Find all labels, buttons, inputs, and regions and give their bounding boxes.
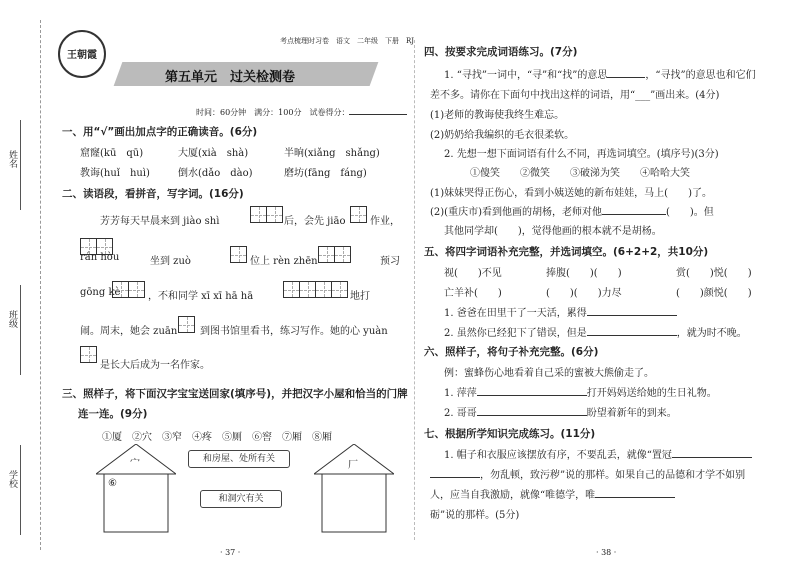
door-plate[interactable]: 和房屋、处所有关 — [188, 450, 290, 468]
house-right-roof: 厂 — [348, 460, 358, 471]
q5-idiom[interactable]: ( )颜悦( ) — [676, 288, 752, 299]
write-grid[interactable] — [283, 281, 348, 298]
q1-item[interactable]: 磨坊(fāng fáng) — [284, 168, 367, 179]
q5-line: ，就为时不晚。 — [676, 328, 747, 339]
q6-example: 例：蜜蜂伤心地看着自己采的蜜被大熊偷走了。 — [444, 368, 654, 379]
q6-title: 六、照样子，将句子补充完整。(6分) — [424, 346, 599, 358]
q5-line: 2. 虽然你已经犯下了错误，但是 — [444, 328, 587, 339]
school-label: 学校 — [7, 470, 17, 488]
info-line — [196, 104, 407, 118]
info-text: 时间：60分钟 满分：100分 试卷得分： — [196, 108, 350, 117]
q6-sentence — [444, 384, 717, 399]
q4-sentence[interactable]: (1)妹妹哭得正伤心，看到小姨送她的新布娃娃，马上( )了。 — [430, 188, 712, 199]
q2-text: 位上 rèn zhēn — [250, 256, 318, 267]
q1-item[interactable]: 教诲(huǐ huì) — [80, 168, 150, 179]
write-grid[interactable] — [250, 206, 283, 223]
answer-blank[interactable] — [477, 385, 587, 396]
class-line — [20, 285, 21, 375]
q2-text: 坐到 zuò — [150, 256, 191, 267]
score-field[interactable] — [349, 104, 407, 115]
q5-sentence — [444, 304, 677, 319]
q2-text: 芳芳每天早晨来到 jiào shì — [100, 216, 220, 227]
q4-line: ( )。但 — [665, 207, 714, 218]
q2-text: 作业， — [370, 216, 400, 227]
q5-title: 五、将四字词语补充完整，并选词填空。(6+2+2，共10分) — [424, 246, 709, 258]
page-divider — [414, 40, 415, 540]
q6-line: 1. 萍萍 — [444, 388, 477, 399]
write-grid[interactable] — [178, 316, 195, 333]
q7-text: 砺”说的那样。(5分) — [430, 510, 520, 521]
q6-sentence — [444, 404, 677, 419]
q4-line: ，“寻找”的意思也和它们 — [645, 70, 756, 81]
door-plate[interactable]: 和洞穴有关 — [200, 490, 282, 508]
q7-line: ，勿乱顿，致污秽”说的那样。如果自己的品德和才学不如别 — [480, 470, 746, 481]
answer-blank[interactable] — [607, 67, 645, 78]
q4-title: 四、按要求完成词语练习。(7分) — [424, 46, 578, 58]
q4-options: ①傻笑 ②微笑 ③破涕为笑 ④哈哈大笑 — [470, 168, 690, 179]
q2-text: 地打 — [350, 291, 370, 302]
logo-emblem — [58, 30, 106, 78]
q1-title: 一、用“√”画出加点字的正确读音。(6分) — [62, 126, 258, 138]
q5-idiom[interactable]: 视( )不见 — [444, 268, 502, 279]
q5-line: 1. 爸爸在田里干了一天活，累得 — [444, 308, 587, 319]
q4-line: (2)(重庆市)看到他画的胡杨，老师对他 — [430, 207, 602, 218]
school-line — [20, 445, 21, 535]
q1-item[interactable]: 倒水(dǎo dào) — [178, 168, 253, 179]
name-line — [20, 120, 21, 210]
q2-text: ，不和同学 xī xī hā hā — [148, 291, 254, 302]
q7-line: 人，应当自我激励，就像“唯德学，唯 — [430, 490, 596, 501]
q1-item[interactable]: 窟窿(kū qū) — [80, 148, 144, 159]
q7-line: 1. 帽子和衣服应该摆放有序，不要乱丢，就像“置冠 — [444, 450, 672, 461]
q4-sentence[interactable]: (1)老师的教诲使我终生难忘。 — [430, 110, 565, 121]
q2-text: 到图书馆里看书，练习写作。她的心 yuàn — [200, 326, 388, 337]
q2-text: 闹。周末，她会 zuān — [80, 326, 178, 337]
write-grid[interactable] — [112, 281, 145, 298]
q4-sentence[interactable]: 其他同学却( )，觉得他画的根本就不是胡杨。 — [444, 226, 662, 237]
q2-text: 后，会先 jiāo — [284, 216, 346, 227]
answer-blank[interactable] — [672, 447, 752, 458]
q1-item[interactable]: 半晌(xiǎng shǎng) — [284, 148, 380, 159]
q2-text: 预习 — [380, 256, 400, 267]
answer-blank[interactable] — [587, 325, 677, 336]
binding-line — [40, 20, 41, 550]
write-grid[interactable] — [318, 246, 351, 263]
house-left-sample: ⑥ — [108, 478, 117, 489]
q4-sentence[interactable]: (2)奶奶给我编织的毛衣很柔软。 — [430, 130, 575, 141]
q4-text: 差不多。请你在下面句中找出这样的词语，用“___”画出来。(4分) — [430, 90, 720, 101]
q1-item[interactable]: 大厦(xià shà) — [178, 148, 249, 159]
q3-chars: ①厦 ②穴 ③窄 ④疼 ⑤厕 ⑥窖 ⑦厢 ⑧厢 — [102, 432, 332, 443]
q6-line: 打开妈妈送给她的生日礼物。 — [586, 388, 717, 399]
class-label: 班级 — [7, 310, 17, 328]
q4-sentence[interactable] — [430, 203, 714, 218]
q7-text — [444, 446, 752, 461]
house-left-roof: 宀 — [130, 458, 140, 469]
q2-title: 二、读语段，看拼音，写字词。(16分) — [62, 188, 244, 200]
answer-blank[interactable] — [477, 405, 587, 416]
q3-title-cont: 连一连。(9分) — [78, 408, 148, 420]
page-title: 第五单元 过关检测卷 — [165, 70, 296, 85]
q2-text: rán hòu — [80, 252, 120, 263]
answer-blank[interactable] — [430, 467, 480, 478]
name-label: 姓名 — [7, 150, 17, 168]
q5-idiom[interactable]: 赏( )悦( ) — [676, 268, 752, 279]
q2-text: 是长大后成为一名作家。 — [100, 360, 210, 371]
q5-sentence — [444, 324, 747, 339]
q5-idiom[interactable]: ( )( )力尽 — [546, 288, 622, 299]
q5-idiom[interactable]: 捧腹( )( ) — [546, 268, 622, 279]
write-grid[interactable] — [80, 346, 97, 363]
answer-blank[interactable] — [595, 487, 675, 498]
q7-text — [430, 466, 745, 481]
write-grid[interactable] — [230, 246, 247, 263]
q4-line: 1. “寻找”一词中，“寻”和“找”的意思 — [444, 70, 608, 81]
q4-text: 2. 先想一想下面词语有什么不同，再选词填空。(填序号)(3分) — [444, 149, 719, 160]
write-grid[interactable] — [350, 206, 367, 223]
q3-title: 三、照样子，将下面汉字宝宝送回家(填序号)，并把汉字小屋和恰当的门牌 — [62, 388, 408, 400]
page-number-right: · 38 · — [596, 548, 617, 557]
answer-blank[interactable] — [587, 305, 677, 316]
q6-line: 盼望着新年的到来。 — [586, 408, 677, 419]
q7-title: 七、根据所学知识完成练习。(11分) — [424, 428, 596, 440]
logo-text: 王朝霞 — [67, 50, 97, 61]
answer-blank[interactable] — [602, 204, 666, 215]
q6-line: 2. 哥哥 — [444, 408, 477, 419]
breadcrumb: 考点梳理时习卷 语文 二年级 下册 RJ — [280, 37, 415, 45]
page-number-left: · 37 · — [220, 548, 241, 557]
q4-text — [444, 66, 756, 81]
q5-idiom[interactable]: 亡羊补( ) — [444, 288, 502, 299]
q7-text — [430, 486, 675, 501]
q2-text: gōng kè — [80, 287, 121, 298]
